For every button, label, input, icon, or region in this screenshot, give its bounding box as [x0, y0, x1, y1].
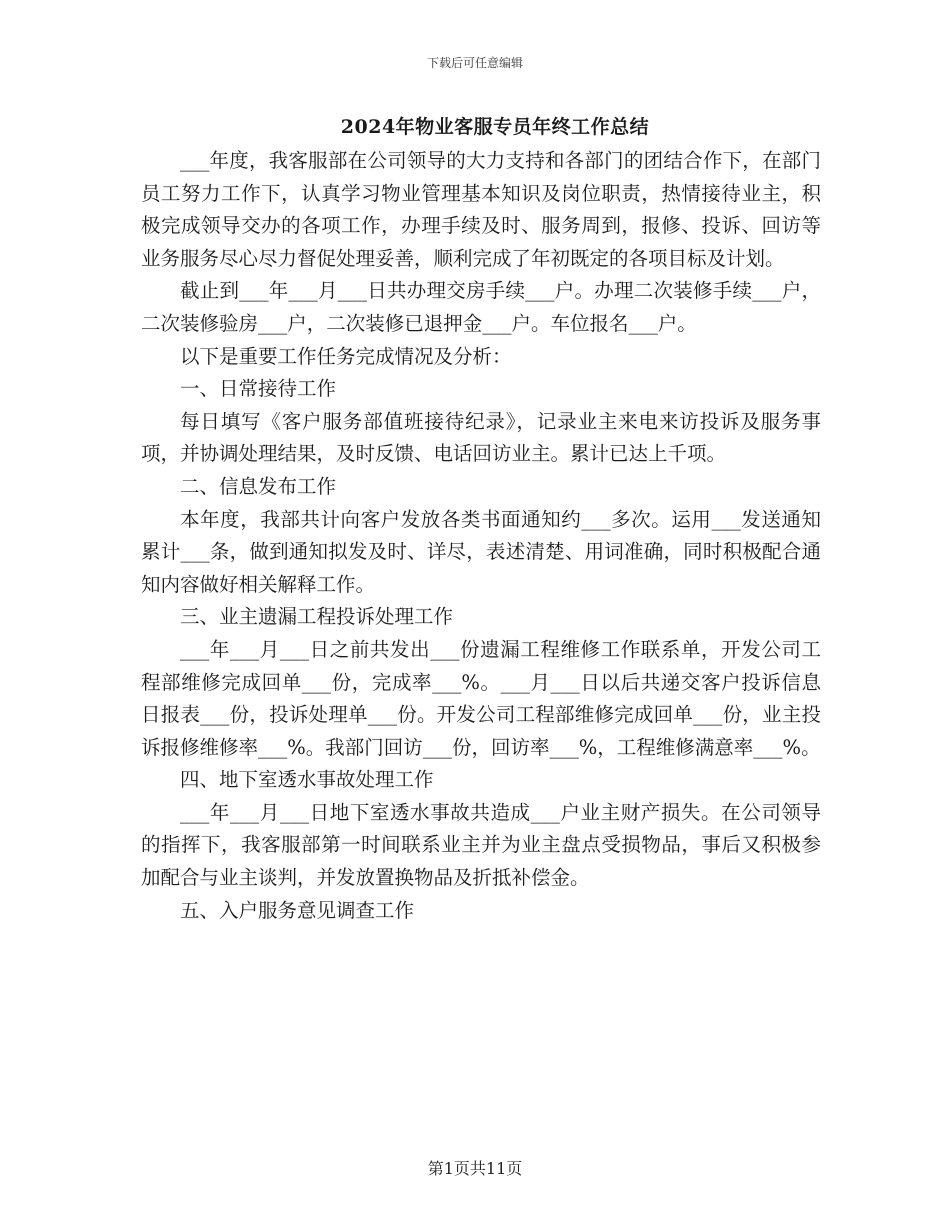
paragraph-statistics: 截止到___年___月___日共办理交房手续___户。办理二次装修手续___户，二次装修验房___户，二次装修已退押金___户。车位报名___户。: [141, 279, 821, 335]
paragraph-overview: 以下是重要工作任务完成情况及分析：: [180, 344, 512, 368]
header-note: 下载后可任意编辑: [426, 56, 523, 70]
page-footer: 第1页共11页: [427, 1159, 523, 1178]
document-body: [141, 145, 821, 927]
section-heading-reception: 一、日常接待工作: [180, 377, 337, 401]
paragraph-basement: ___年___月___日地下室透水事故共造成___户业主财产损失。在公司领导的指挥下，我客服部第一时间联系业主并为业主盘点受损物品，事后又积极参加配合与业主谈判，并发放置换物品及折抵补偿金。: [141, 800, 821, 890]
document-title: 2024年物业客服专员年终工作总结: [340, 116, 650, 138]
section-heading-complaints: 三、业主遗漏工程投诉处理工作: [180, 605, 454, 629]
section-heading-notices: 二、信息发布工作: [180, 474, 337, 498]
paragraph-reception: 每日填写《客户服务部值班接待纪录》，记录业主来电来访投诉及服务事项，并协调处理结果，及时反馈、电话回访业主。累计已达上千项。: [141, 409, 821, 466]
paragraph-notices: 本年度，我部共计向客户发放各类书面通知约___多次。运用___发送通知累计___条，做到通知拟发及时、详尽，表述清楚、用词准确，同时积极配合通知内容做好相关解释工作。: [141, 507, 821, 596]
section-heading-basement: 四、地下室透水事故处理工作: [180, 768, 434, 792]
section-heading-survey: 五、入户服务意见调查工作: [180, 898, 415, 922]
paragraph-intro: ___年度，我客服部在公司领导的大力支持和各部门的团结合作下，在部门员工努力工作下，认真学习物业管理基本知识及岗位职责，热情接待业主，积极完成领导交办的各项工作，办理手续及时、服务周到，报修、投诉、回访等业务服务尽心尽力督促处理妥善，顺利完成了年初既定的各项目标及计划。: [141, 149, 821, 270]
paragraph-complaints: ___年___月___日之前共发出___份遗漏工程维修工作联系单，开发公司工程部维修完成回单___份，完成率___%。___月___日以后共递交客户投诉信息日报表___份，投诉处理单___份。开发公司工程部维修完成回单___份，业主投诉报修维修率___%。我部门回访___份，回访率___%，工程维修满意率___%。: [141, 637, 821, 759]
